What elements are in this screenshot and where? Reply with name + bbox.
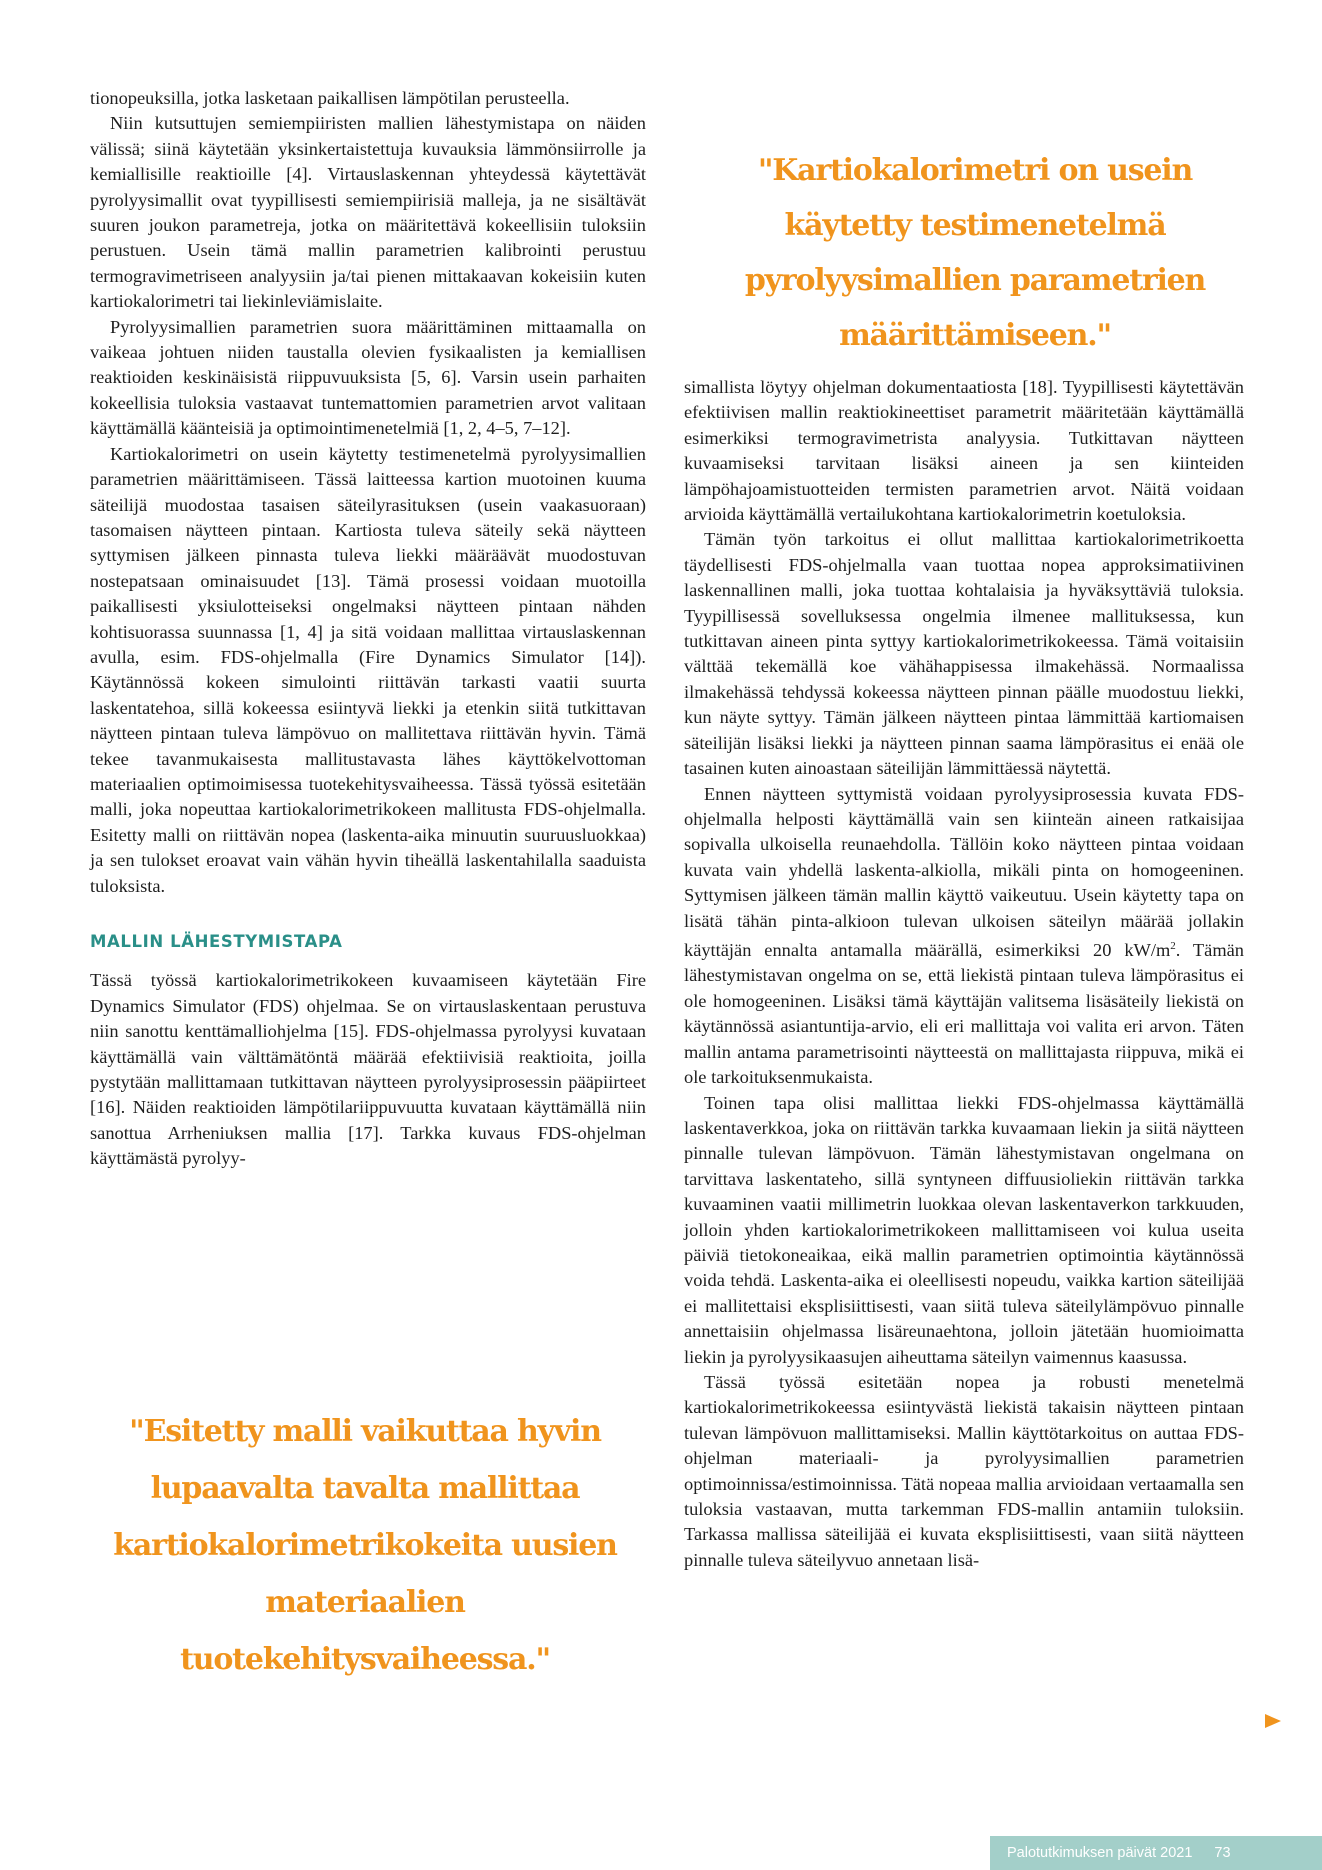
footer-bar	[990, 1836, 1322, 1870]
paragraph: simallista löytyy ohjelman dokumentaatiosta [18]. Tyypillisesti käytettävän efektiivisen mallin reaktiokineettiset parametrit määritetään käyttämällä esimerkiksi termogravimetrista analyysia. Tutkittavan näytteen kuvaamiseksi tarvitaan lisäksi aineen ja sen kiinteiden lämpöhajoamistuotteiden termisten parametrien arvot. Näitä voidaan arvioida käyttämällä vertailukohtana kartiokalorimetrin koetuloksia.	[684, 377, 1244, 525]
paragraph: Tässä työssä kartiokalorimetrikokeen kuvaamiseen käytetään Fire Dynamics Simulator (FDS) ohjelmaa. Se on virtauslaskentaan perustuva niin sanottu kenttämalliohjelma [15]. FDS-ohjelmassa pyrolyysi kuvataan käyttämällä vain välttämätöntä määrää efektiivisiä reaktioita, joilla pystytään mallittamaan tutkittavan näytteen pyrolyysiprosessin pääpiirteet [16]. Näiden reaktioiden lämpötilariippuvuutta kuvataan käyttämällä niin sanottua Arrheniuksen mallia [17]. Tarkka kuvaus FDS-ohjelman käyttämästä pyrolyy-	[90, 970, 646, 1169]
left-column	[90, 86, 646, 1172]
paragraph	[684, 782, 1244, 1091]
paragraph: Tämän työn tarkoitus ei ollut mallittaa kartiokalorimetrikoetta täydellisesti FDS-ohjelmalla vaan tuottaa nopea approksimatiivinen laskennallinen malli, joka tuottaa kohtalaisia ja hyväksyttäviä tuloksia. Tyypillisessä sovelluksessa ongelmia ilmenee mallituksessa, kun tutkittavan aineen pinta syttyy kartiokalorimetrikokeessa. Tämä voitaisiin välttää tekemällä koe vähähappisessa ilmakehässä. Normaalissa ilmakehässä tehdyssä kokeessa näytteen pinnan päälle muodostuu liekki, kun näyte syttyy. Tämän jälkeen näytteen pintaa lämmittää kartiomaisen säteilijän lisäksi liekki ja näytteen pinnan saama lämpörasitus ei enää ole tasainen kuten ainoastaan säteilijän lämmittäessä näytettä.	[684, 529, 1244, 779]
paragraph: Toinen tapa olisi mallittaa liekki FDS-ohjelmassa käyttämällä laskentaverkkoa, joka on riittävän tarkka kuvaamaan liekin ja siitä näytteen pinnalle tulevan lämpövuon. Tämän lähestymistavan ongelmana on tarvittava laskentateho, sillä syntyneen diffuusioliekin riittävän tarkka kuvaaminen vaatii millimetrin luokkaa olevan laskentaverkon tarkkuuden, jolloin yhden kartiokalorimetrikokeen mallittamiseen voi kulua useita päiviä tietokoneaikaa, eikä mallin parametrien optimointia käytännössä voida tehdä. Laskenta-aika ei oleellisesti nopeudu, vaikka kartion säteilijää ei mallitettaisi eksplisiittisesti, vaan siitä tuleva säteilylämpövuo pinnalle annettaisiin ohjelmassa lisäreunaehtona, jolloin jätetään huomioimatta liekin ja pyrolyysikaasujen aiheuttama säteilyn vaimennus kaasussa.	[684, 1092, 1244, 1367]
paragraph-text: Ennen näytteen syttymistä voidaan pyrolyysiprosessia kuvata FDS-ohjelmalla helposti käyttämällä vain sen kiinteän aineen ratkaisijaa sopivalla ulkoisella reunaehdolla. Tällöin koko näytteen pintaa voidaan kuvata vain yhdellä laskenta-alkiolla, mikäli pinta on homogeeninen. Syttymisen jälkeen tämän mallin käyttö vaikeutuu. Usein käytetty tapa on lisätä tähän pinta-alkioon tulevan ulkoisen säteilyn määrää jollakin käyttäjän ennalta antamalla määrällä, esimerkiksi 20 kW/m	[684, 783, 1244, 961]
pull-quote-top: "Kartiokalorimetri on usein käytetty testimenetelmä pyrolyysimallien parametrien määrittämiseen."	[744, 153, 1206, 353]
paragraph: Tässä työssä esitetään nopea ja robusti menetelmä kartiokalorimetrikokeessa esiintyvästä liekistä takaisin näytteen pintaan tulevan lämpövuon mallittamiseksi. Mallin käyttötarkoitus on auttaa FDS-ohjelman materiaali- ja pyrolyysimallien parametrien optimoinnissa/estimoinnissa. Tätä nopeaa mallia arvioidaan vertaamalla sen tuloksia vastaavan, mutta tarkemman FDS-mallin antamiin tuloksiin. Tarkassa mallissa säteilijää ei kuvata eksplisiittisesti, vaan siitä näytteen pinnalle tuleva säteilyvuo annetaan lisä-	[684, 1371, 1244, 1570]
paragraph: Kartiokalorimetri on usein käytetty testimenetelmä pyrolyysimallien parametrien määrittämiseen. Tässä laitteessa kartion muotoinen kuuma säteilijä muodostaa tasaisen säteilyrasituksen (usein vaakasuoraan) tasomaisen näytteen pintaan. Kartiosta tuleva säteily sekä näytteen syttymisen jälkeen pinnasta tuleva liekki määräävät muodostuvan nostepatsaan ominaisuudet [13]. Tämä prosessi voidaan muotoilla paikallisesti yksiulotteiseksi ongelmaksi näytteen pintaan nähden kohtisuorassa suunnassa [1, 4] ja sitä voidaan mallittaa virtauslaskennan avulla, esim. FDS-ohjelmalla (Fire Dynamics Simulator [14]). Käytännössä kokeen simulointi riittävän tarkasti vaatii suurta laskentatehoa, sillä kokeessa esiintyvä liekki ja etenkin siitä tutkittavan näytteen pintaan tuleva lämpövuo on mallitettava riittävän hyvin. Tämä tekee tavanmukaisesta mallitustavasta lähes käyttökelvottoman materiaalien optimoimisessa tuotekehitysvaiheessa. Tässä työssä esitetään malli, joka nopeuttaa kartiokalorimetrikokeen mallitusta FDS-ohjelmalla. Esitetty malli on riittävän nopea (laskenta-aika minuutin suuruusluokkaa) ja sen tulokset eroavat vain vähän hyvin tiheällä laskentahilalla saaduista tuloksista.	[90, 443, 646, 896]
page-number: 73	[1214, 1845, 1231, 1861]
right-column	[684, 375, 1244, 1573]
paragraph: tionopeuksilla, jotka lasketaan paikallisen lämpötilan perusteella.	[90, 88, 570, 108]
paragraph: Niin kutsuttujen semiempiiristen mallien lähestymistapa on näiden välissä; siinä käytetään yksinkertaistettuja kuvauksia lämmönsiirrolle ja kemiallisille reaktioille [4]. Virtauslaskennan yhteydessä käytettävät pyrolyysimallit ovat tyypillisesti semiempiirisiä malleja, ja ne sisältävät suuren joukon parametreja, jotka on määritettävä kokeellisiin tuloksiin perustuen. Usein tämä mallin parametrien kalibrointi perustuu termogravimetriseen analyysiin ja/tai pienen mittakaavan kokeisiin kuten kartiokalorimetri tai liekinleviämislaite.	[90, 113, 646, 312]
footer-title: Palotutkimuksen päivät 2021	[1007, 1845, 1193, 1861]
paragraph-text: . Tämän lähestymistavan ongelma on se, että liekistä pintaan tuleva lämpörasitus ei ole homogeeninen. Lisäksi tämä käyttäjän valitsema lisäsäteily liekistä on käytännössä asiantuntija-arvio, eli eri mallittaja voi valita eri arvon. Täten mallin antama parametrisointi näytteestä on mallittajasta riippuva, mikä ei ole tarkoituksenmukaista.	[684, 940, 1244, 1088]
pull-quote-bottom: "Esitetty malli vaikuttaa hyvin lupaavalta tavalta mallittaa kartiokalorimetrikokeita uusien materiaalien tuotekehitysvaiheessa."	[113, 1414, 617, 1677]
section-heading: MALLIN LÄHESTYMISTAPA	[90, 932, 343, 951]
superscript: 2	[1170, 939, 1176, 952]
continue-arrow-icon	[1265, 1714, 1281, 1728]
paragraph: Pyrolyysimallien parametrien suora määrittäminen mittaamalla on vaikeaa johtuen niiden taustalla olevien fysikaalisten ja kemiallisen reaktioiden keskinäisistä riippuvuuksista [5, 6]. Varsin usein parhaiten kokeellisia tuloksia vastaavat tuntemattomien parametrien arvot valitaan käyttämällä käänteisiä ja optimointimenetelmiä [1, 2, 4–5, 7–12].	[90, 316, 646, 439]
